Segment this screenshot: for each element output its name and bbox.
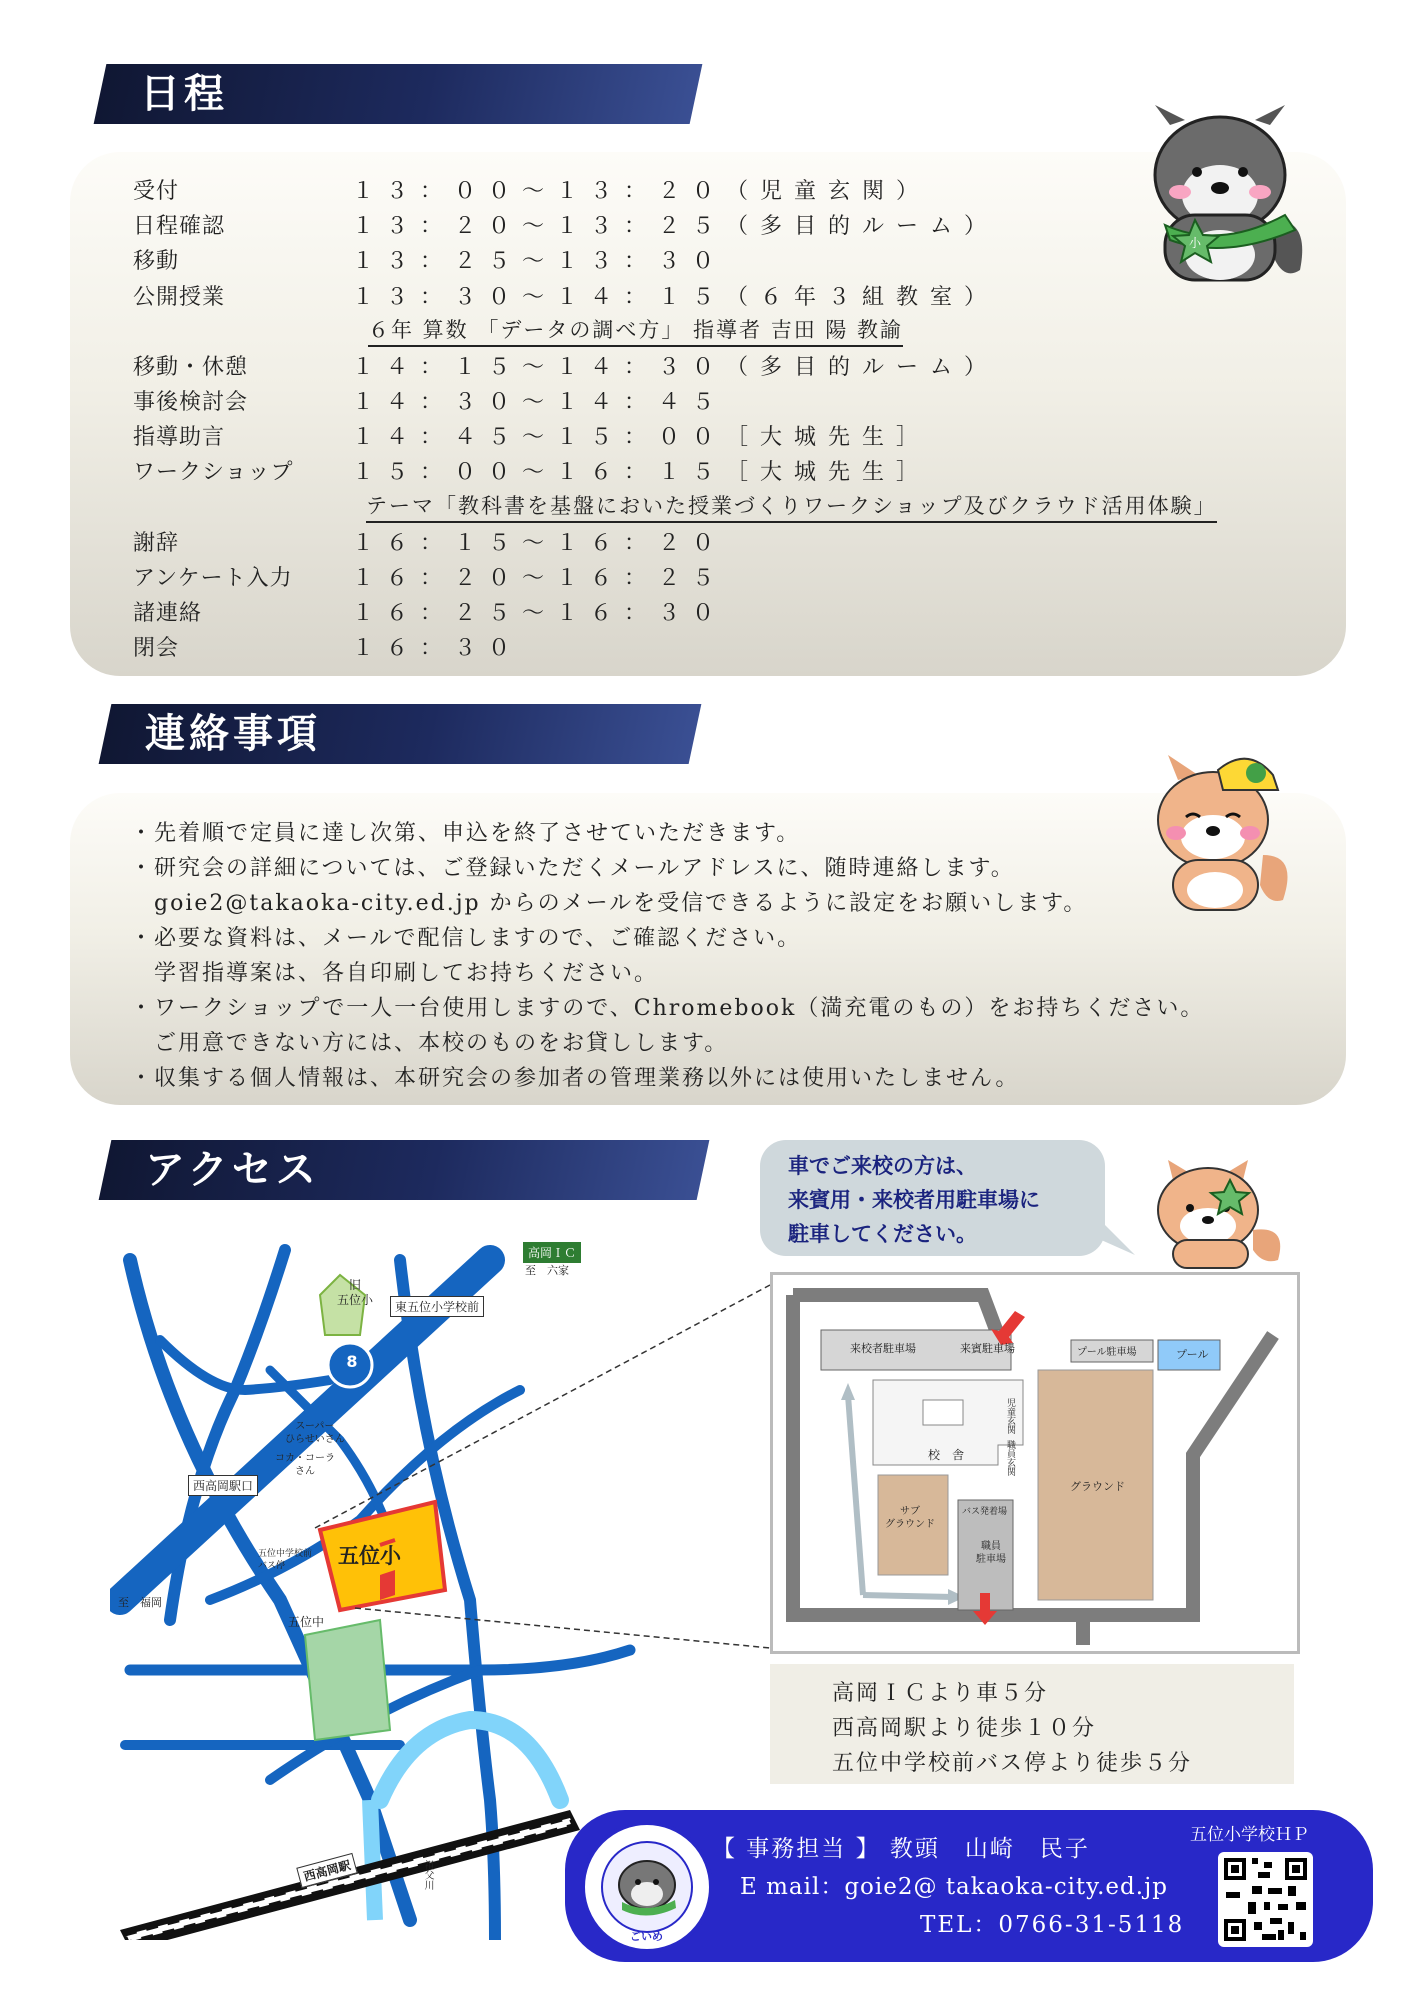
schedule-row-label: 事後検討会 xyxy=(133,390,249,415)
site-entrance: 児童玄関 xyxy=(1005,1398,1015,1434)
site-sub-ground: サブ グラウンド xyxy=(885,1506,935,1530)
schedule-row-time: １３：００〜１３：２０（児童玄関） xyxy=(352,179,931,204)
schedule-row-label: アンケート入力 xyxy=(133,566,293,591)
site-staff-parking: 職員 駐車場 xyxy=(976,1541,1006,1565)
bubble-line-1: 車でご来校の方は、 xyxy=(788,1154,977,1178)
site-building: 校 舎 xyxy=(928,1448,965,1462)
bubble-line-3: 駐車してください。 xyxy=(788,1222,977,1246)
bubble-line-2: 来賓用・来校者用駐車場に xyxy=(788,1188,1040,1212)
schedule-row-time: １６：２５〜１６：３０ xyxy=(352,601,727,626)
svg-text:小: 小 xyxy=(1188,236,1202,250)
schedule-row-label: 諸連絡 xyxy=(133,601,203,626)
site-map-drawing xyxy=(773,1275,1293,1647)
contact-line-1: 【 事務担当 】 教頭 山崎 民子 xyxy=(712,1836,1090,1862)
mascot-shiba-icon xyxy=(1148,1160,1288,1270)
schedule-row-label: 移動・休憩 xyxy=(133,355,249,380)
notice-line: ・収集する個人情報は、本研究会の参加者の管理業務以外には使用いたしません。 xyxy=(130,1066,1020,1091)
schedule-row-label: 受付 xyxy=(133,179,180,204)
site-ground: グラウンド xyxy=(1070,1480,1125,1493)
parking-bubble xyxy=(760,1140,1105,1256)
schedule-row-time: １４：３０〜１４：４５ xyxy=(352,390,727,415)
schedule-row-time: １６：１５〜１６：２０ xyxy=(352,531,727,556)
notice-line: 学習指導案は、各自印刷してお持ちください。 xyxy=(130,961,659,986)
map-bus-stop-east: 東五位小学校前 xyxy=(390,1296,484,1317)
logo-name: ごいめ xyxy=(630,1930,663,1943)
map-nishi-exit: 西高岡駅口 xyxy=(188,1475,258,1496)
schedule-heading-bar xyxy=(94,64,703,124)
map-gochu: 五位中 xyxy=(288,1615,325,1629)
notices-heading: 連絡事項 xyxy=(145,710,321,757)
qr-code-icon[interactable] xyxy=(1218,1852,1313,1947)
map-school-label: 五位小 xyxy=(338,1544,401,1568)
site-pool-parking: プール駐車場 xyxy=(1077,1347,1137,1358)
schedule-heading: 日程 xyxy=(140,70,228,117)
map-station: 西高岡駅 xyxy=(296,1853,357,1888)
mascot-grey-dog-icon xyxy=(1135,100,1305,285)
directions-line-3: 五位中学校前バス停より徒歩５分 xyxy=(832,1751,1193,1776)
schedule-row-time: １３：２５〜１３：３０ xyxy=(352,249,727,274)
access-heading: アクセス xyxy=(145,1146,320,1193)
class-note: ６年 算数 「データの調べ方」 指導者 吉田 陽 教諭 xyxy=(368,314,903,347)
notice-line: ・ワークショップで一人一台使用しますので、Chromebook（満充電のもの）をお持ちください。 xyxy=(130,996,1205,1021)
schedule-row-label: 移動 xyxy=(133,249,180,274)
notice-line: ・必要な資料は、メールで配信しますので、ご確認ください。 xyxy=(130,926,802,951)
contact-line-2[interactable]: E mail：goie2@ takaoka-city.ed.jp xyxy=(740,1874,1168,1900)
school-hp-label: 五位小学校ＨＰ xyxy=(1190,1825,1309,1845)
site-staff-entrance: 職員玄関 xyxy=(1005,1440,1015,1476)
schedule-row-time: １３：３０〜１４：１５（６年３組教室） xyxy=(352,285,999,310)
site-visitor-parking: 来校者駐車場 xyxy=(850,1342,916,1355)
map-old-school: 旧 五位小 xyxy=(336,1278,373,1307)
schedule-row-time: １４：１５〜１４：３０（多目的ルーム） xyxy=(352,355,999,380)
contact-line-3: TEL：0766-31-5118 xyxy=(920,1912,1185,1938)
notice-line: ・先着順で定員に達し次第、申込を終了させていただきます。 xyxy=(130,821,801,846)
mascot-shiba-helmet-icon xyxy=(1148,745,1288,915)
bubble-tail xyxy=(1090,1210,1140,1260)
route-8-label: 8 xyxy=(346,1352,358,1371)
directions-line-2: 西高岡駅より徒歩１０分 xyxy=(832,1716,1097,1741)
schedule-row-label: ワークショップ xyxy=(133,460,294,485)
schedule-row-label: 日程確認 xyxy=(133,214,226,239)
notices-heading-bar xyxy=(99,704,702,764)
schedule-row-time: １３：２０〜１３：２５（多目的ルーム） xyxy=(352,214,999,239)
schedule-row-label: 公開授業 xyxy=(133,285,226,310)
site-bus-area: バス発着場 xyxy=(962,1507,1008,1517)
schedule-row-time: １６：３０ xyxy=(352,636,523,661)
theme-note: テーマ「教科書を基盤においた授業づくりワークショップ及びクラウド活用体験」 xyxy=(366,490,1217,523)
map-to-fukuoka: 至 福岡 xyxy=(118,1596,162,1609)
map-river: 祖父川 xyxy=(422,1860,433,1890)
site-guest-parking: 来賓駐車場 xyxy=(960,1342,1015,1355)
notice-line: ご用意できない方には、本校のものをお貸しします。 xyxy=(130,1031,729,1056)
schedule-row-time: １４：４５〜１５：００［大城先生］ xyxy=(352,425,931,450)
map-cola: コカ・コーラ さん xyxy=(275,1453,335,1477)
map-to-rokuya: 至 六家 xyxy=(525,1264,569,1277)
schedule-row-label: 閉会 xyxy=(133,636,180,661)
map-ic-label: 高岡ＩＣ xyxy=(523,1242,581,1263)
schedule-row-time: １５：００〜１６：１５［大城先生］ xyxy=(352,460,931,485)
site-pool: プール xyxy=(1176,1348,1209,1361)
schedule-row-label: 謝辞 xyxy=(133,531,180,556)
access-heading-bar xyxy=(99,1140,710,1200)
notice-line: ・研究会の詳細については、ご登録いただくメールアドレスに、随時連絡します。 xyxy=(130,856,1015,881)
map-bus-stop-chu: 五位中学校前 バス停 xyxy=(258,1549,313,1571)
schedule-row-time: １６：２０〜１６：２５ xyxy=(352,566,727,591)
zoom-connector xyxy=(300,1270,780,1650)
notice-line: goie2@takaoka-city.ed.jp からのメールを受信できるように設定をお願いします。 xyxy=(130,891,1088,916)
schedule-row-label: 指導助言 xyxy=(133,425,226,450)
map-super: スーパー ひらせいさん xyxy=(285,1421,345,1445)
directions-line-1: 高岡ＩＣより車５分 xyxy=(832,1681,1049,1706)
